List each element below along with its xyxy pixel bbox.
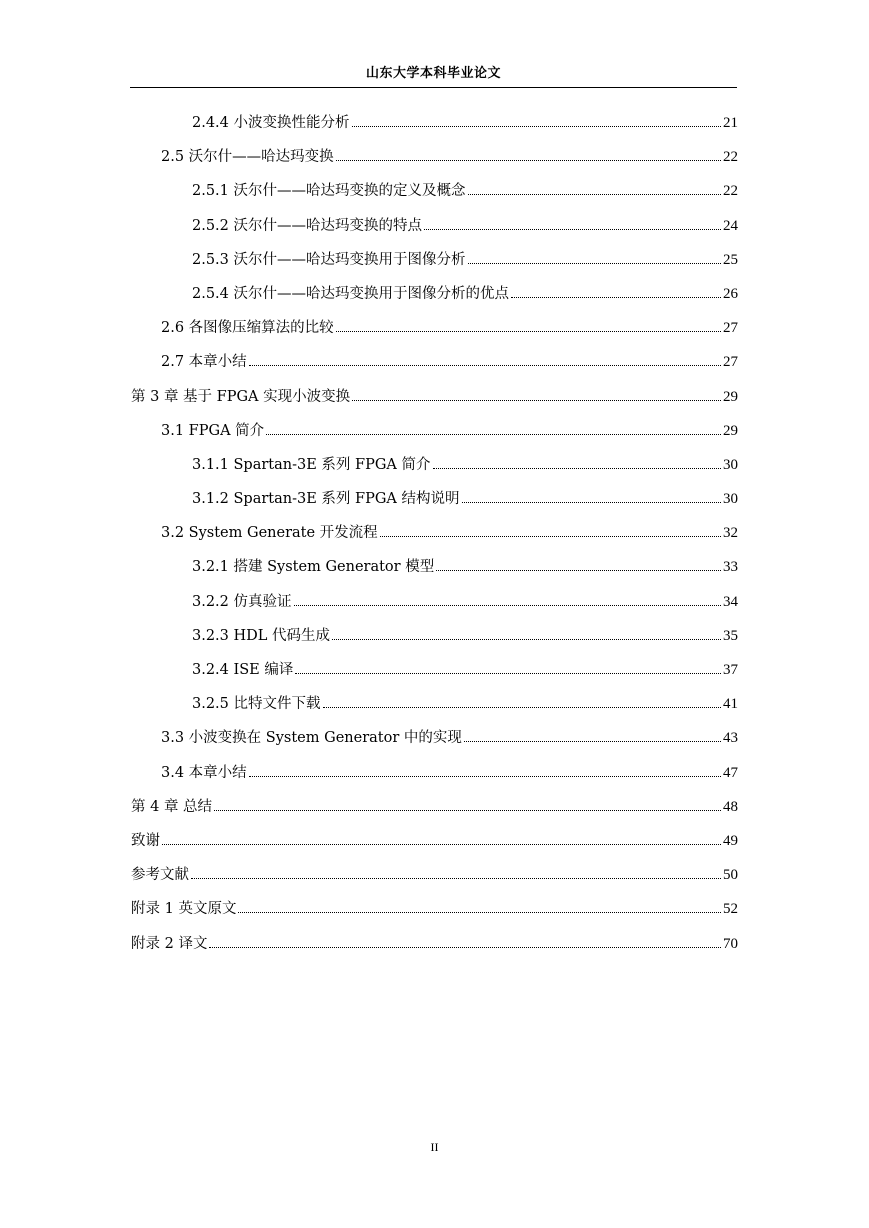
toc-entry-page: 29 bbox=[723, 422, 738, 439]
toc-entry-title: 3.1 FPGA 简介 bbox=[161, 422, 265, 439]
toc-dot-leader bbox=[323, 692, 721, 708]
toc-entry-title: 参考文献 bbox=[131, 867, 189, 884]
toc-entry[interactable] bbox=[131, 656, 738, 690]
toc-entry-title: 第 4 章 总结 bbox=[131, 798, 213, 815]
toc-dot-leader bbox=[433, 453, 721, 469]
toc-entry[interactable] bbox=[131, 280, 738, 314]
toc-entry-page: 41 bbox=[723, 696, 738, 713]
toc-entry-page: 33 bbox=[723, 559, 738, 576]
toc-entry-title: 2.7 本章小结 bbox=[161, 354, 247, 371]
toc-entry[interactable] bbox=[131, 724, 738, 758]
toc-entry[interactable] bbox=[131, 519, 738, 553]
toc-entry-title: 附录 2 译文 bbox=[131, 935, 208, 952]
toc-entry-page: 37 bbox=[723, 662, 738, 678]
toc-entry-page: 43 bbox=[723, 730, 738, 747]
toc-entry[interactable] bbox=[131, 622, 738, 656]
table-of-contents bbox=[131, 109, 738, 964]
toc-entry-page: 25 bbox=[723, 251, 738, 268]
toc-entry-title: 3.3 小波变换在 System Generator 中的实现 bbox=[161, 730, 462, 747]
toc-entry[interactable] bbox=[131, 451, 738, 485]
toc-entry[interactable] bbox=[131, 417, 738, 451]
toc-entry-title: 3.2.4 ISE 编译 bbox=[192, 662, 294, 678]
toc-entry[interactable] bbox=[131, 793, 738, 827]
toc-entry-title: 3.1.2 Spartan-3E 系列 FPGA 结构说明 bbox=[192, 491, 460, 508]
page-number: II bbox=[430, 1140, 439, 1154]
toc-entry[interactable] bbox=[131, 314, 738, 348]
running-header: 山东大学本科毕业论文 bbox=[365, 66, 501, 81]
toc-entry-page: 35 bbox=[723, 627, 738, 644]
toc-dot-leader bbox=[249, 350, 721, 366]
toc-dot-leader bbox=[436, 555, 721, 571]
toc-entry-title: 第 3 章 基于 FPGA 实现小波变换 bbox=[131, 388, 351, 405]
toc-entry-page: 70 bbox=[723, 935, 738, 952]
toc-entry-page: 22 bbox=[723, 183, 738, 200]
toc-dot-leader bbox=[352, 111, 721, 127]
toc-dot-leader bbox=[336, 316, 721, 332]
toc-entry-title: 3.2.3 HDL 代码生成 bbox=[192, 627, 331, 644]
toc-entry[interactable] bbox=[131, 246, 738, 280]
toc-entry-title: 3.2.1 搭建 System Generator 模型 bbox=[192, 559, 435, 576]
toc-entry[interactable] bbox=[131, 759, 738, 793]
toc-entry-page: 50 bbox=[723, 867, 738, 884]
toc-entry-title: 2.5.3 沃尔什——哈达玛变换用于图像分析 bbox=[192, 251, 466, 268]
toc-dot-leader bbox=[424, 214, 721, 230]
toc-dot-leader bbox=[214, 795, 721, 811]
toc-entry-page: 34 bbox=[723, 593, 738, 610]
toc-dot-leader bbox=[462, 487, 721, 503]
toc-entry-page: 24 bbox=[723, 217, 738, 234]
toc-entry[interactable] bbox=[131, 485, 738, 519]
toc-dot-leader bbox=[266, 419, 721, 435]
toc-entry[interactable] bbox=[131, 827, 738, 861]
toc-entry[interactable] bbox=[131, 348, 738, 382]
toc-entry[interactable] bbox=[131, 588, 738, 622]
toc-entry-page: 30 bbox=[723, 491, 738, 508]
toc-dot-leader bbox=[294, 590, 721, 606]
toc-entry-title: 3.2 System Generate 开发流程 bbox=[161, 525, 378, 542]
toc-entry[interactable] bbox=[131, 212, 738, 246]
toc-entry-title: 致谢 bbox=[131, 832, 160, 849]
toc-entry-title: 3.2.5 比特文件下载 bbox=[192, 696, 321, 713]
toc-entry-title: 2.6 各图像压缩算法的比较 bbox=[161, 320, 334, 337]
toc-entry-title: 2.5.2 沃尔什——哈达玛变换的特点 bbox=[192, 217, 423, 234]
toc-dot-leader bbox=[511, 282, 721, 298]
toc-entry-page: 27 bbox=[723, 320, 738, 337]
toc-entry-page: 47 bbox=[723, 764, 738, 781]
toc-dot-leader bbox=[336, 145, 721, 161]
toc-entry[interactable] bbox=[131, 895, 738, 929]
toc-entry-title: 2.5.1 沃尔什——哈达玛变换的定义及概念 bbox=[192, 183, 466, 200]
toc-dot-leader bbox=[464, 726, 721, 742]
toc-entry-title: 3.1.1 Spartan-3E 系列 FPGA 简介 bbox=[192, 456, 431, 473]
toc-entry[interactable] bbox=[131, 143, 738, 177]
toc-entry[interactable] bbox=[131, 383, 738, 417]
toc-dot-leader bbox=[238, 897, 721, 913]
toc-entry-page: 26 bbox=[723, 285, 738, 302]
toc-entry[interactable] bbox=[131, 861, 738, 895]
toc-entry-title: 2.5.4 沃尔什——哈达玛变换用于图像分析的优点 bbox=[192, 285, 510, 302]
toc-dot-leader bbox=[468, 179, 721, 195]
toc-entry-page: 32 bbox=[723, 525, 738, 542]
toc-entry-page: 29 bbox=[723, 388, 738, 405]
toc-dot-leader bbox=[352, 385, 721, 401]
toc-entry-page: 52 bbox=[723, 901, 738, 918]
toc-entry[interactable] bbox=[131, 690, 738, 724]
toc-entry[interactable] bbox=[131, 930, 738, 964]
toc-entry[interactable] bbox=[131, 109, 738, 143]
toc-dot-leader bbox=[191, 863, 721, 879]
toc-entry-title: 2.4.4 小波变换性能分析 bbox=[192, 115, 350, 131]
header-rule bbox=[130, 87, 737, 88]
toc-dot-leader bbox=[162, 829, 721, 845]
toc-entry-page: 49 bbox=[723, 832, 738, 849]
toc-entry-page: 27 bbox=[723, 354, 738, 371]
toc-dot-leader bbox=[332, 624, 721, 640]
toc-dot-leader bbox=[209, 932, 721, 948]
toc-entry-title: 3.4 本章小结 bbox=[161, 764, 247, 781]
toc-entry-page: 30 bbox=[723, 456, 738, 473]
toc-dot-leader bbox=[249, 761, 721, 777]
toc-entry-title: 附录 1 英文原文 bbox=[131, 901, 237, 918]
toc-entry[interactable] bbox=[131, 553, 738, 587]
toc-entry-title: 2.5 沃尔什——哈达玛变换 bbox=[161, 149, 334, 166]
toc-entry-title: 3.2.2 仿真验证 bbox=[192, 593, 292, 610]
toc-dot-leader bbox=[380, 521, 721, 537]
toc-entry[interactable] bbox=[131, 177, 738, 211]
toc-entry-page: 48 bbox=[723, 798, 738, 815]
toc-entry-page: 22 bbox=[723, 149, 738, 166]
toc-entry-page: 21 bbox=[723, 115, 738, 131]
toc-dot-leader bbox=[468, 248, 721, 264]
toc-dot-leader bbox=[295, 658, 721, 674]
